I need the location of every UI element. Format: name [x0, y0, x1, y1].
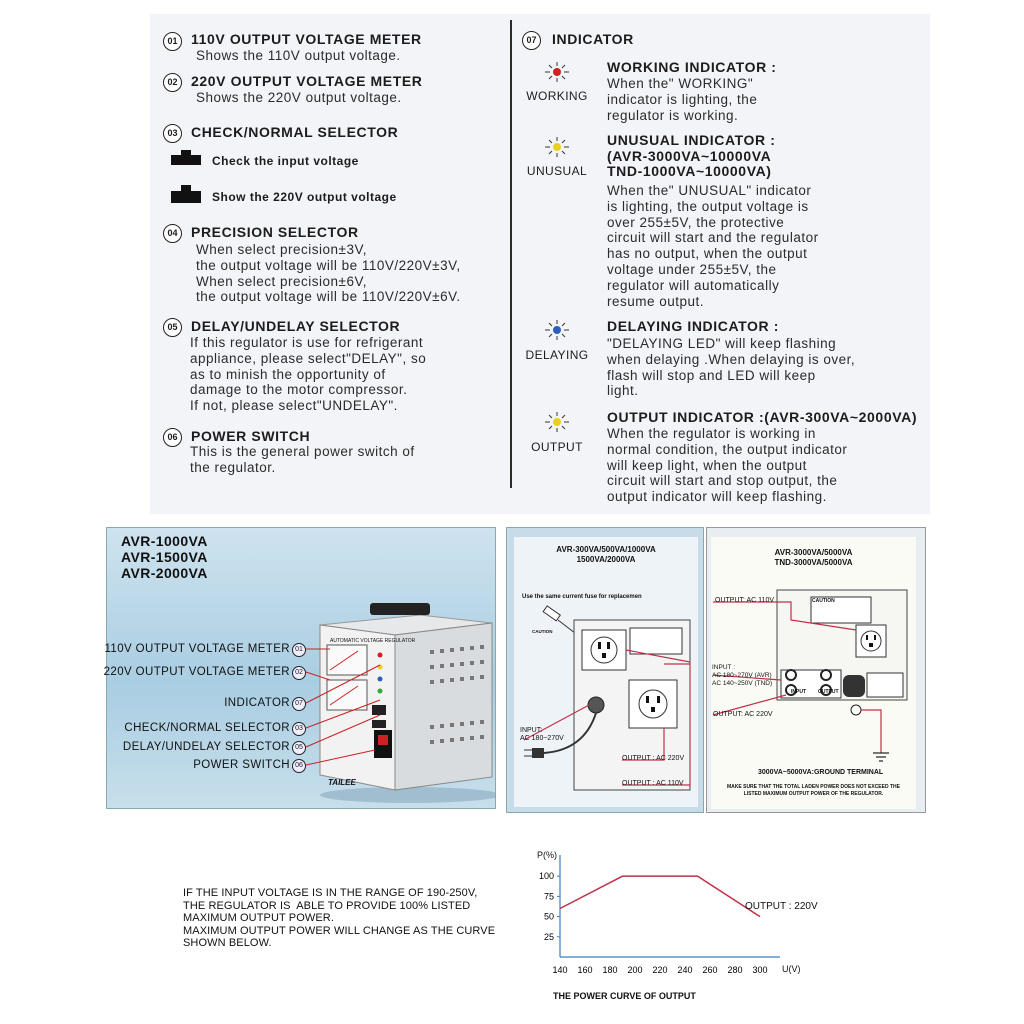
item-title: 110V OUTPUT VOLTAGE METER: [191, 31, 422, 47]
panel-large-output-220: OUTPUT: AC 220V: [713, 711, 773, 718]
led-delaying-icon: [541, 318, 573, 342]
y-tick-label: 25: [543, 931, 554, 942]
x-tick-label: 160: [577, 965, 593, 975]
switch-knob-icon: [181, 185, 191, 192]
led-working-icon: [541, 60, 573, 84]
callout-power-switch: POWER SWITCH: [193, 759, 290, 771]
indicator-item-title: WORKING INDICATOR :: [607, 59, 777, 75]
x-tick-label: 200: [627, 965, 643, 975]
show-output-label: Show the 220V output voltage: [212, 190, 397, 204]
indicator-number: 07: [522, 31, 541, 50]
indicator-item-desc: When the" WORKING" indicator is lighting, the regulator is working.: [607, 76, 758, 123]
callout-leader-lines: [300, 640, 390, 775]
x-tick-label: 300: [752, 965, 768, 975]
callout-number: 07: [292, 697, 306, 711]
indicator-label: OUTPUT: [531, 440, 583, 454]
x-tick-label: 220: [652, 965, 668, 975]
y-tick-label: 100: [538, 871, 554, 882]
x-tick-label: 140: [552, 965, 568, 975]
panel-large-output-110: OUTPUT: AC 110V: [715, 597, 775, 604]
callout-number: 05: [292, 741, 306, 755]
indicator-title: INDICATOR: [552, 31, 634, 47]
series-label: OUTPUT : 220V: [745, 901, 818, 912]
item-number: 01: [163, 32, 182, 51]
indicator-item-desc: When the regulator is working in normal condition, the output indicator will keep light, when the output circuit will start and stop output, the output indicator will keep flashing.: [607, 426, 848, 505]
panel-large-input-tag: INPUT: [791, 689, 806, 695]
item-desc: Shows the 220V output voltage.: [196, 90, 402, 105]
device-brand: TAILEE: [328, 778, 356, 787]
callout-110v-meter: 110V OUTPUT VOLTAGE METER: [104, 643, 290, 655]
item-desc: If this regulator is use for refrigerant appliance, please select"DELAY", so as to minish the opportunity of damage to the motor compressor. If not, please select"UNDELAY".: [190, 335, 427, 414]
panel-small-caution: CAUTION: [532, 629, 553, 634]
indicator-label: UNUSUAL: [526, 164, 588, 178]
panel-small-output-220: OUTPUT : AC 220V: [622, 755, 685, 762]
series-line: [560, 876, 760, 916]
callout-indicator: INDICATOR: [224, 697, 290, 709]
item-title: PRECISION SELECTOR: [191, 224, 359, 240]
item-desc: Shows the 110V output voltage.: [196, 48, 401, 63]
callout-delay-undelay: DELAY/UNDELAY SELECTOR: [122, 741, 290, 753]
callout-check-normal: CHECK/NORMAL SELECTOR: [124, 722, 290, 734]
callout-220v-meter: 220V OUTPUT VOLTAGE METER: [103, 666, 290, 678]
check-input-label: Check the input voltage: [212, 154, 359, 168]
x-tick-label: 240: [677, 965, 693, 975]
item-number: 05: [163, 318, 182, 337]
y-tick-label: 50: [543, 911, 554, 922]
panel-large-caution: CAUTION: [812, 598, 835, 604]
indicator-item-desc: "DELAYING LED" will keep flashing when delaying .When delaying is over, flash will stop and LED will keep light.: [607, 336, 856, 399]
item-number: 03: [163, 124, 182, 143]
item-desc: When select precision±3V, the output voltage will be 110V/220V±3V, When select precision±6V, the output voltage will be 110V/220V±6V.: [196, 242, 461, 305]
item-number: 04: [163, 224, 182, 243]
item-title: DELAY/UNDELAY SELECTOR: [191, 318, 401, 334]
item-title: POWER SWITCH: [191, 428, 311, 444]
panel-large-output-tag: OUTPUT: [818, 689, 839, 695]
indicator-item-title: UNUSUAL INDICATOR : (AVR-3000VA~10000VA TND-1000VA~10000VA): [607, 132, 776, 179]
panel-large-note: MAKE SURE THAT THE TOTAL LADEN POWER DOES NOT EXCEED THE LISTED MAXIMUM OUTPUT POWER OF THE REGULATOR.: [727, 784, 900, 797]
item-desc: This is the general power switch of the regulator.: [190, 444, 415, 475]
column-divider: [510, 20, 512, 488]
power-range-note: IF THE INPUT VOLTAGE IS IN THE RANGE OF 190-250V, THE REGULATOR IS ABLE TO PROVIDE 100% LISTED MAXIMUM OUTPUT POWER. MAXIMUM OUTPUT POWER WILL CHANGE AS THE CURVE SHOWN BELOW.: [183, 887, 496, 949]
panel-small-output-110: OUTPUT : AC 110V: [622, 780, 684, 787]
device-header-text: AUTOMATIC VOLTAGE REGULATOR: [330, 638, 416, 644]
led-unusual-icon: [541, 135, 573, 159]
x-axis-label: U(V): [782, 964, 801, 974]
item-title: CHECK/NORMAL SELECTOR: [191, 124, 399, 140]
indicator-label: WORKING: [526, 89, 588, 103]
fuse-note: Use the same current fuse for replacemen: [522, 594, 642, 600]
panel-small-title: AVR-300VA/500VA/1000VA 1500VA/2000VA: [556, 545, 656, 564]
led-output-icon: [541, 410, 573, 434]
y-axis-label: P(%): [537, 850, 557, 860]
x-tick-label: 180: [602, 965, 618, 975]
switch-down-icon: [171, 155, 201, 165]
y-tick-label: 75: [543, 891, 554, 902]
power-curve-chart: [520, 845, 850, 985]
callout-number: 06: [292, 759, 306, 773]
panel-small-input: INPUT: AC 180~270V: [520, 727, 564, 742]
indicator-item-desc: When the" UNUSUAL" indicator is lighting, the output voltage is over 255±5V, the protective circuit will start and the regulator has no output, when the output voltage under 255±5V, the regulator will automatically resume output.: [607, 183, 819, 309]
callout-number: 01: [292, 643, 306, 657]
callout-number: 03: [292, 722, 306, 736]
chart-title: THE POWER CURVE OF OUTPUT: [553, 991, 696, 1001]
item-title: 220V OUTPUT VOLTAGE METER: [191, 73, 423, 89]
indicator-item-title: DELAYING INDICATOR :: [607, 318, 779, 334]
panel-large-input: INPUT : AC 180~270V (AVR) AC 140~250V (TND): [712, 664, 773, 687]
x-tick-label: 260: [702, 965, 718, 975]
x-tick-label: 280: [727, 965, 743, 975]
callout-number: 02: [292, 666, 306, 680]
item-number: 06: [163, 428, 182, 447]
panel-large-ground: 3000VA~5000VA:GROUND TERMINAL: [758, 769, 884, 776]
switch-up-icon: [171, 191, 201, 203]
photo-model-list: AVR-1000VA AVR-1500VA AVR-2000VA: [121, 533, 208, 581]
switch-knob-icon: [181, 150, 191, 156]
item-number: 02: [163, 73, 182, 92]
indicator-label: DELAYING: [525, 348, 589, 362]
indicator-item-title: OUTPUT INDICATOR :(AVR-300VA~2000VA): [607, 409, 918, 425]
panel-large-title: AVR-3000VA/5000VA TND-3000VA/5000VA: [774, 548, 853, 567]
